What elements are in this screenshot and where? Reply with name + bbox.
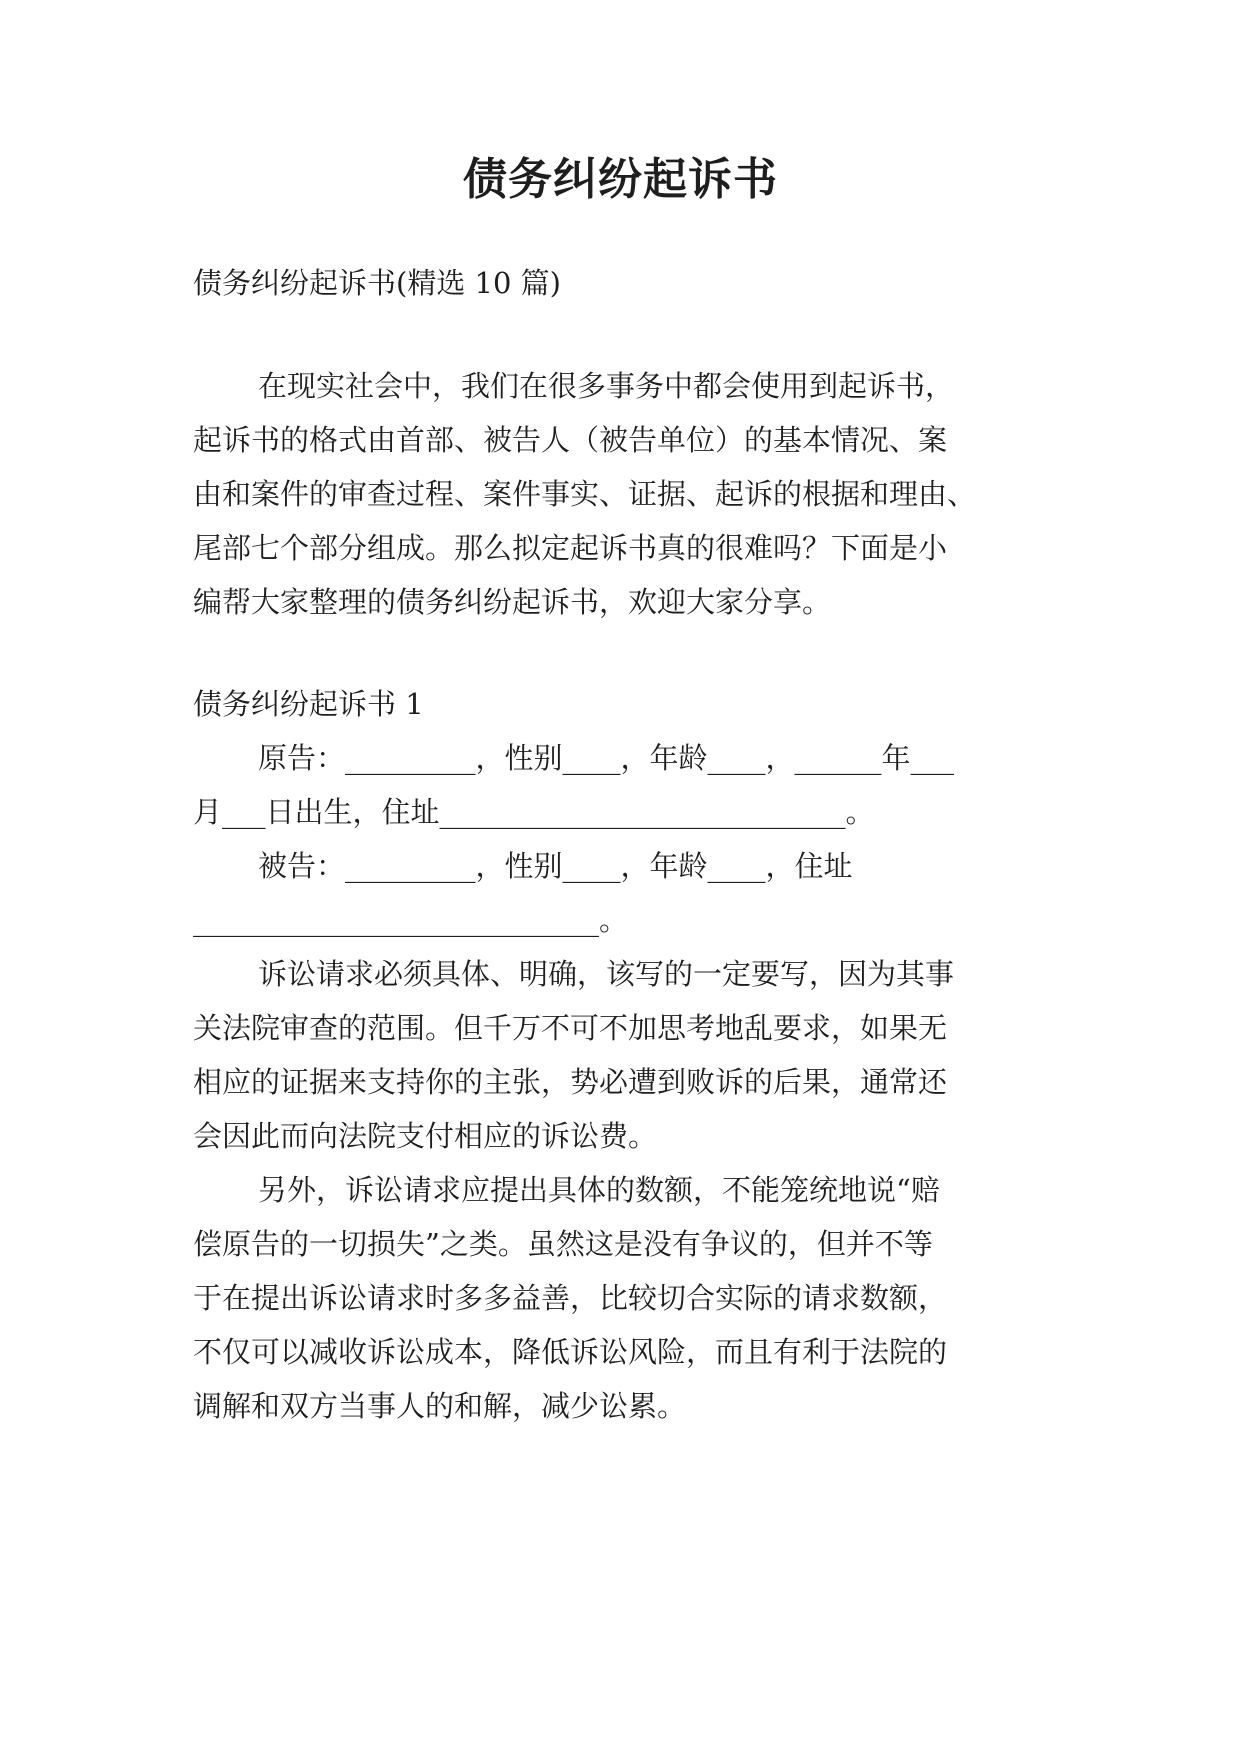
claims-line: 相应的证据来支持你的主张，势必遭到败诉的后果，通常还: [193, 1065, 948, 1099]
claims-line: 诉讼请求必须具体、明确，该写的一定要写，因为其事: [258, 957, 955, 991]
amount-line: 调解和双方当事人的和解，减少讼累。: [193, 1389, 687, 1423]
amount-line: 于在提出诉讼请求时多多益善，比较切合实际的请求数额，: [193, 1281, 948, 1315]
intro-line: 起诉书的格式由首部、被告人（被告单位）的基本情况、案: [193, 423, 948, 457]
amount-line: 另外，诉讼请求应提出具体的数额，不能笼统地说“赔: [258, 1173, 940, 1207]
amount-line: 偿原告的一切损失”之类。虽然这是没有争议的，但并不等: [193, 1227, 933, 1261]
document-title: 债务纠纷起诉书: [463, 154, 778, 205]
defendant-line: 被告：_________，性别____，年龄____，住址: [258, 849, 853, 883]
intro-line: 编帮大家整理的债务纠纷起诉书，欢迎大家分享。: [193, 585, 832, 619]
document-subtitle: 债务纠纷起诉书(精选 10 篇): [193, 266, 561, 300]
claims-line: 会因此而向法院支付相应的诉讼费。: [193, 1119, 658, 1153]
plaintiff-line: 原告：_________，性别____，年龄____，______年___: [258, 741, 955, 775]
section-heading: 债务纠纷起诉书 1: [193, 687, 424, 721]
plaintiff-line: 月___日出生，住址____________________________。: [193, 795, 875, 829]
claims-line: 关法院审查的范围。但千万不可不加思考地乱要求，如果无: [193, 1011, 948, 1045]
defendant-line: ____________________________。: [193, 903, 629, 937]
intro-line: 在现实社会中，我们在很多事务中都会使用到起诉书，: [258, 369, 955, 403]
intro-line: 由和案件的审查过程、案件事实、证据、起诉的根据和理由、: [193, 477, 977, 511]
amount-line: 不仅可以减收诉讼成本，降低诉讼风险，而且有利于法院的: [193, 1335, 948, 1369]
intro-line: 尾部七个部分组成。那么拟定起诉书真的很难吗？下面是小: [193, 531, 948, 565]
